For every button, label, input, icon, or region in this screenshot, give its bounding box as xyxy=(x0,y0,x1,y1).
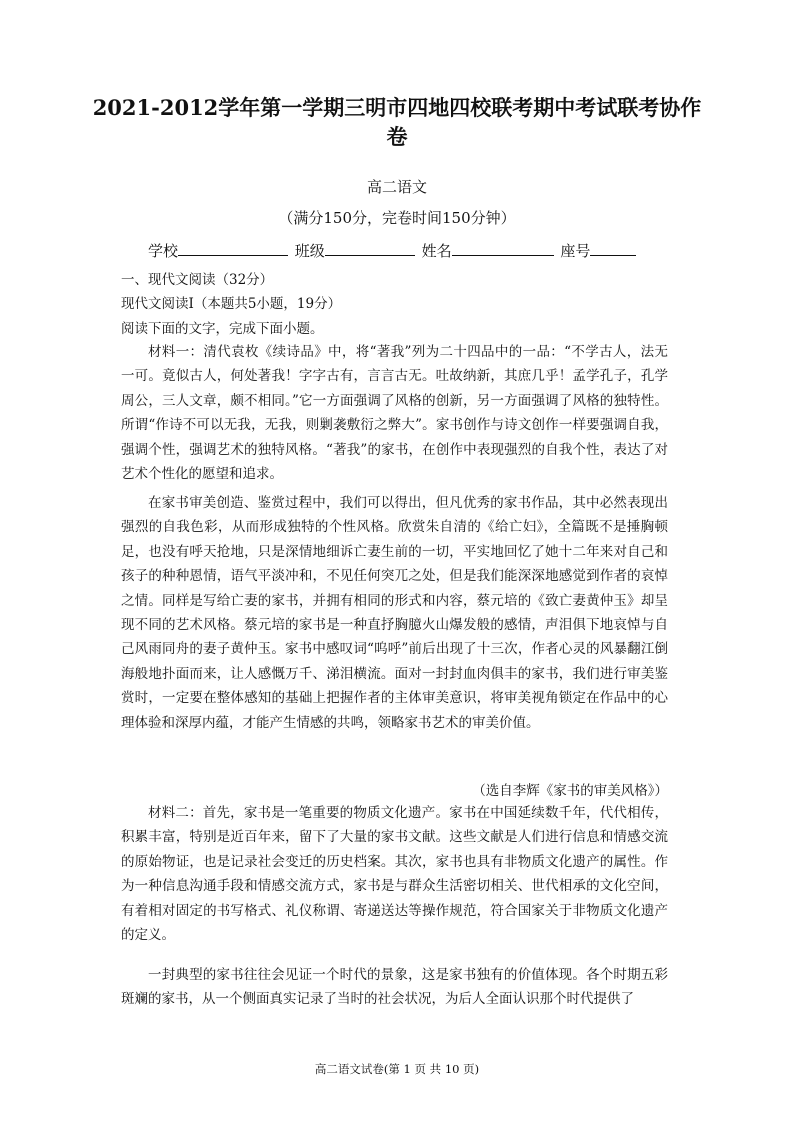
subsection-heading: 现代文阅读Ⅰ（本题共5小题，19分） xyxy=(121,296,342,312)
instruction-text: 阅读下面的文字，完成下面小题。 xyxy=(121,321,324,337)
passage-paragraph-3: 材料二：首先，家书是一笔重要的物质文化遗产。家书在中国延续数千年，代代相传，积累丰富，特别是近百年来，留下了大量的家书文献。这些文献是人们进行信息和情感交流的原始物证，也是记录社会变迁的历史档案。其次，家书也具有非物质文化遗产的属性。作为一种信息沟通手段和情感交流方式，家书是与群众生活密切相关、世代相承的文化空间，有着相对固定的书写格式、礼仪称谓、寄递送达等操作规范，符合国家关于非物质文化遗产的定义。 xyxy=(121,805,668,944)
passage-paragraph-2: 在家书审美创造、鉴赏过程中，我们可以得出，但凡优秀的家书作品，其中必然表现出强烈的自我色彩，从而形成独特的个性风格。欣赏朱自清的《给亡妇》，全篇既不是捶胸顿足，也没有呼天抢地，只是深情地细诉亡妻生前的一切，平实地回忆了她十二年来对自己和孩子的种种恩情，语气平淡冲和，不见任何突兀之处，但是我们能深深地感觉到作者的哀悼之情。同样是写给亡妻的家书，并拥有相同的形式和内容，蔡元培的《致亡妻黄仲玉》却呈现不同的艺术风格。蔡元培的家书是一种直抒胸臆火山爆发般的感情，声泪俱下地哀悼与自己风雨同舟的妻子黄仲玉。家书中感叹词“呜呼”前后出现了十三次，作者心灵的风暴翻江倒海般地扑面而来，让人感慨万千、涕泪横流。面对一封封血肉俱丰的家书，我们进行审美鉴赏时，一定要在整体感知的基础上把握作者的主体审美意识，将审美视角锁定在作品中的心理体验和深厚内蕴，才能产生情感的共鸣，领略家书艺术的审美价值。 xyxy=(121,495,668,731)
school-label: 学校 xyxy=(148,242,179,260)
exam-title: 2021-2012学年第一学期三明市四地四校联考期中考试联考协作卷 xyxy=(92,95,702,149)
class-label: 班级 xyxy=(294,242,325,260)
section-heading: 一、现代文阅读（32分） xyxy=(121,272,274,288)
passage-paragraph-4: 一封典型的家书往往会见证一个时代的景象，这是家书独有的价值体现。各个时期五彩斑斓的家书，从一个侧面真实记录了当时的社会状况，为后人全面认识那个时代提供了 xyxy=(121,967,668,1008)
passage-paragraph-1: 材料一：清代袁枚《续诗品》中，将“著我”列为二十四品中的一品：“不学古人，法无一可。竟似古人，何处著我！字字古有，言言古无。吐故纳新，其庶几乎！孟学孔子，孔学周公，三人文章，颇不相同。”它一方面强调了风格的创新，另一方面强调了风格的独特性。所谓“作诗不可以无我，无我，则剿袭敷衍之弊大”。家书创作与诗文创作一样要强调自我，强调个性，强调艺术的独特风格。“著我”的家书，在创作中表现强烈的自我个性，表达了对艺术个性化的愿望和追求。 xyxy=(121,344,668,483)
name-label: 姓名 xyxy=(421,242,452,260)
subject-heading: 高二语文 xyxy=(366,178,427,196)
school-blank[interactable] xyxy=(178,240,288,256)
student-info-row xyxy=(148,240,638,261)
page-footer: 高二语文试卷(第 1 页 共 10 页) xyxy=(314,1062,480,1076)
seat-blank[interactable] xyxy=(590,240,636,256)
class-blank[interactable] xyxy=(325,240,415,256)
name-blank[interactable] xyxy=(452,240,554,256)
exam-note: （满分150分，完卷时间150分钟） xyxy=(278,209,516,227)
seat-label: 座号 xyxy=(560,242,591,260)
source-citation: （选自李辉《家书的审美风格》） xyxy=(472,783,668,799)
